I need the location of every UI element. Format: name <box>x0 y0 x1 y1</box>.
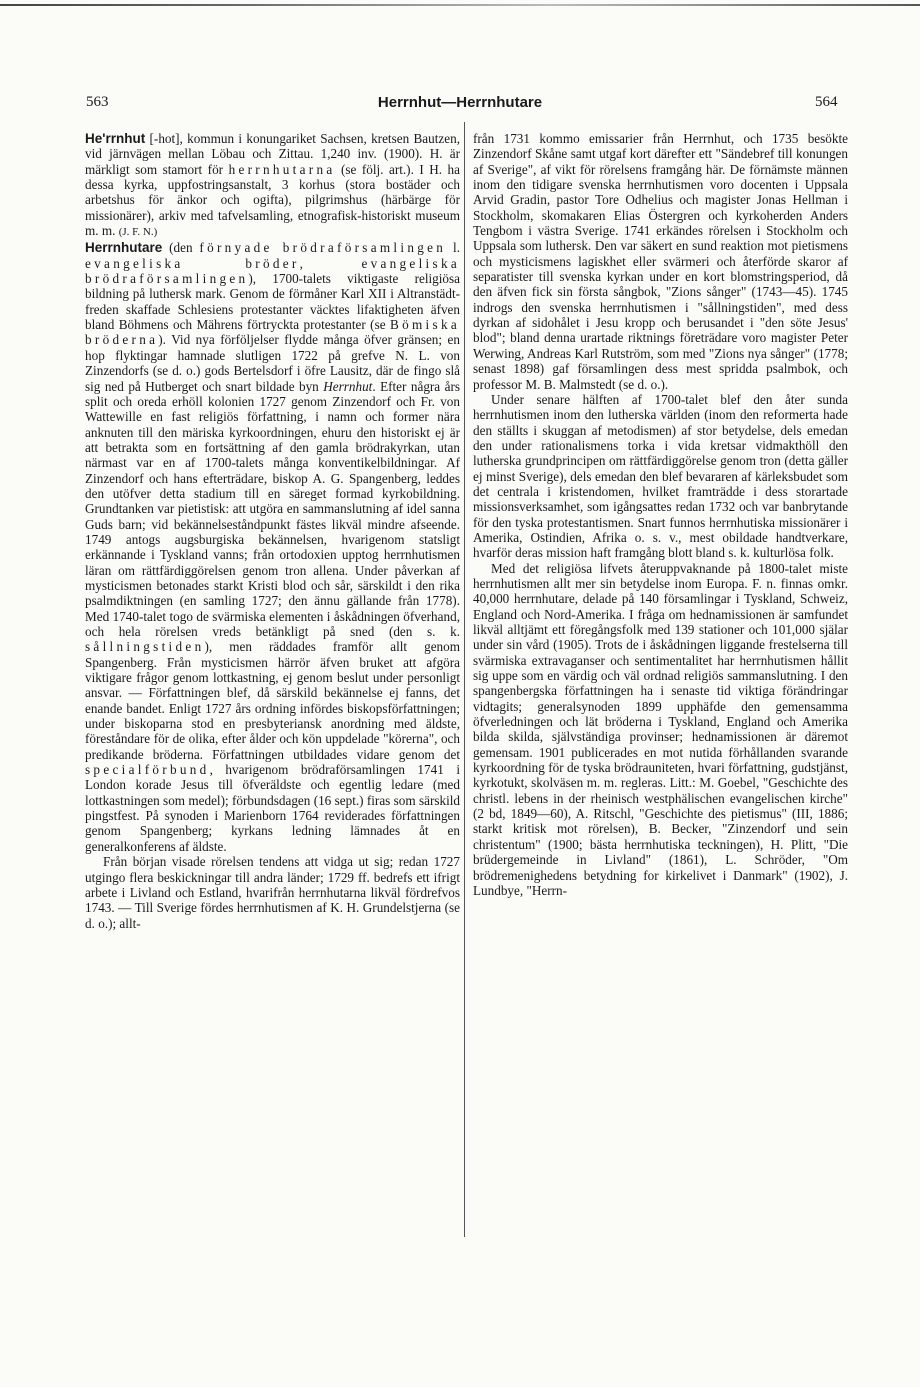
entry-text: , hvarigenom brödraförsamlingen 1741 i London korade Jesus till öfveräldste och egentlig ledare (med lottkastningen som medel); förbundsdagen (16 sept.) firas som särskild pingstfest. På synoden i Marienborn 1764 reviderades författningen genom Spangenberg; kyrkans ledning lämnades åt en generalkonferens af äldste. <box>85 762 460 854</box>
entry-text: l. <box>446 240 460 256</box>
entry-text: , <box>299 255 362 271</box>
spaced-term: herrnhutarna <box>228 161 336 177</box>
entry-text: . Efter några års split och oreda erhöll kolonien 1727 genom Zinzendorf och Fr. von Wattewille en fast religiös författning, i namn och former nära anknuten till den märiska kyrkoordningen, ehuru den historiskt ej är att betrakta som en fortsättning af den gamla brödrakyrkan, utan närmast var en af 1700-talets många konventikelbildningar. Af Zinzendorf och hans efterträdare, biskop A. G. Spangenberg, leddes den utöfver detta stadium till en säreget formad kyrkobildning. Grundtanken var pietistisk: att utgöra en sammanslutning af idel sanna Guds barn; vid bekännelseståndpunkt fästes likväl mindre afseende. 1749 antogs augsburgiska bekännelsen, hvarigenom statsligt erkännande i Tyskland vanns; från ortodoxien upptog herrnhutismen läran om rättfärdiggörelsen genom tron allena. Under påverkan af mysticismen betonades starkt Kristi blod och sår, särskildt i den rika psalmdiktningen (en samling 1727; den ännu gällande från 1778). Med 1740-talet togo de svärmiska elementen i åskådningen öfverhand, och hela rörelsen vreds betänkligt på sned (den s. k. <box>85 378 460 639</box>
paragraph: från 1731 kommo emissarier från Herrnhut, och 1735 besökte Zinzendorf Skåne samt utgaf kort därefter ett "Sändebref till konungen af Sverige", af vikt för rörelsens framgång här. De förnämste männen inom den tidigare svenska herrnhutismen voro docenten i Uppsala Arvid Gradin, pastor Tore Odhelius och magister Jonas Hellman i Stockholm, skomakaren Elias Östergren och kyrkoherden Anders Tengbom i västra Sverige. 1741 erkändes rörelsen i Stockholm och Uppsala som luthersk. Den var säkert en sund reaktion mot pietismens och mysticismens lagiskhet eller svärmeri och återförde skaror af separatister till svenska kyrkan under en kort blomstringsperiod, då den äfven fick sin första sångbok, "Zions sånger" (1743—45). 1745 indrogs den svenska herrnhutismen i "sållningstiden", med dess dyrkan af sidohålet i Jesu kropp och berusandet i "den söte Jesus' blod"; bland denna urartade riktnings företrädare voro magister Peter Werwing, Andreas Karl Rutström, som med "Zions nya sånger" (1778; senast 1898) gaf församlingen dess mest spridda psalmbok, och professor M. B. Malmstedt (se d. o.). <box>473 131 848 392</box>
headword: He'rrnhut <box>85 131 146 146</box>
page-header <box>0 94 920 118</box>
italic-term: Herrnhut <box>323 378 373 394</box>
left-column <box>85 131 460 931</box>
paragraph: Under senare hälften af 1700-talet blef den åter sunda herrnhutismen inom den lutherska världen (inom den reformerta hade den ställts i skuggan af metodismen) af stor betydelse, dels emedan den under rationalismens torka i vida kretsar vidmakthöll den lutherska grundprincipen om rättfärdiggörelse genom tron (detta gäller ej minst Sverige), dels emedan den blef bevararen af kärleksbudet som det centrala i kristendomen, hvilket framträdde i dess storartade missionsverksamhet, som igångsattes redan 1732 och var banbrytande för den tyska protestantismen. Snart funnos herrnhutiska missionärer i Amerika, Ostindien, Afrika o. s. v., mest obildade handtverkare, hvarför deras mission haft framgång blott bland s. k. kulturlösa folk. <box>473 391 848 561</box>
page-number-right: 564 <box>815 94 838 110</box>
entry-herrnhut <box>85 131 460 240</box>
scan-edge-line <box>0 4 920 6</box>
entry-text: (den <box>162 240 200 256</box>
headword: Herrnhutare <box>85 240 163 256</box>
spaced-term: sållningstiden <box>85 639 205 655</box>
entry-text: ), 1700-talets viktigaste religiösa bildning på luthersk mark. Genom de förmåner Karl XII i Altranstädt-freden skaffade Schlesiens protestanter väcktes lifaktigheten äfven bland Böhmens och Mährens förtryckta protestanter (se <box>85 271 460 333</box>
entry-text: (se följ. art.). I H. ha dessa kyrka, uppfostringsanstalt, 3 korhus (stora bostäder och arbetshus för änkor och ogifta), pilgrimshus (härbärge för missionärer), arkiv med tafvelsamling, etnografisk-historiskt museum m. m. <box>85 161 460 239</box>
spaced-term: evangeliska brödraförsamlingen <box>85 255 460 287</box>
spaced-term: Bömiska bröderna <box>85 317 460 348</box>
running-title: Herrnhut—Herrnhutare <box>377 94 543 111</box>
entry-herrnhutare <box>85 240 460 854</box>
page-number-left: 563 <box>86 94 109 110</box>
entry-text: ). Vid nya förföljelser flydde många öfver gränsen; en hop flyktingar hamnade slutligen 1722 på grefve N. L. von Zinzendorfs (se d. o.) gods Bertelsdorf i öfre Lausitz, där de fingo slå sig ned på Hutberget och snart bildade byn <box>85 332 460 394</box>
spaced-term: specialförbund <box>85 762 210 778</box>
right-column <box>473 131 848 898</box>
author-signature: (J. F. N.) <box>118 226 158 239</box>
paragraph: Från början visade rörelsen tendens att vidga ut sig; redan 1727 utgingo flera beskickningar till andra länder; 1729 ff. bedrefs ett ifrigt arbete i Livland och Estland, hvarifrån herrnhutarna likväl fördrefvos 1743. — Till Sverige fördes herrnhutismen af K. H. Grundelstjerna (se d. o.); allt- <box>85 854 460 931</box>
spaced-term: evangeliska bröder <box>85 255 300 271</box>
spaced-term: förnyade brödraförsamlingen <box>199 240 447 256</box>
entry-text: [-hot], kommun i konungariket Sachsen, kretsen Bautzen, vid järnvägen mellan Löbau och Zittau. 1,240 inv. (1900). H. är märkligt som stamort för <box>85 131 460 177</box>
column-divider <box>464 122 465 1237</box>
paragraph: Med det religiösa lifvets återuppvaknande på 1800-talet miste herrnhutismen allt mer sin betydelse inom Europa. F. n. finnas omkr. 40,000 herrnhutare, delade på 140 församlingar i Tyskland, Schweiz, England och Nord-Amerika. I fråga om hednamissionen är samfundet likväl alltjämt ett föregångsfolk med 139 stationer och 101,000 själar under sin vård (1905). Trots de i åskådningen liggande frestelserna till svärmiska extravaganser och sentimentalitet har herrnhutismen hållit sig uppe som en värdig och väl ordnad religiös sammanslutning. I den spangenbergska författningen ha i senaste tid viktiga förändringar vidtagits; generalsynoden 1899 upphäfde den gemensamma öfverledningen och lät bröderna i Tyskland, England och Amerika bilda skilda, självständiga provinser; hednamissionen är däremot gemensam. 1901 publicerades en mot nutida förhållanden svarande kyrkoordning för de tyska brödrauniteten, hvari författning, gudstjänst, kyrkotukt, skolväsen m. m. regleras. Litt.: M. Goebel, "Geschichte des christl. lebens in der rheinisch westphälischen evangelischen kirche" (2 bd, 1849—60), A. Ritschl, "Geschichte des pietismus" (III, 1886; starkt kritisk mot rörelsen), B. Becker, "Zinzendorf und sein christentum" (1900; bästa herrnhutiska teckningen), H. Plitt, "Die brüdergemeinde in Livland" (1861), L. Schröder, "Om brödremenighedens betydning for kirkelivet i Danmark" (1902), J. Lundbye, "Herrn- <box>473 560 848 898</box>
entry-text: ), men räddades framför allt genom Spangenberg. Från mysticismen härrör äfven bruket att afgöra viktigare frågor genom lottkastning, ej genom beslut under personligt ansvar. — Författningen blef, då särskild bekännelse ej fanns, det enande bandet. Enligt 1727 års ordning infördes biskopsförfattningen; under biskoparna stod en presbyteriansk anordning med äldste, föreståndare för de olika, efter ålder och kön uppdelade "körerna", och predikande bröderna. Författningen utbildades vidare genom det <box>85 639 460 762</box>
